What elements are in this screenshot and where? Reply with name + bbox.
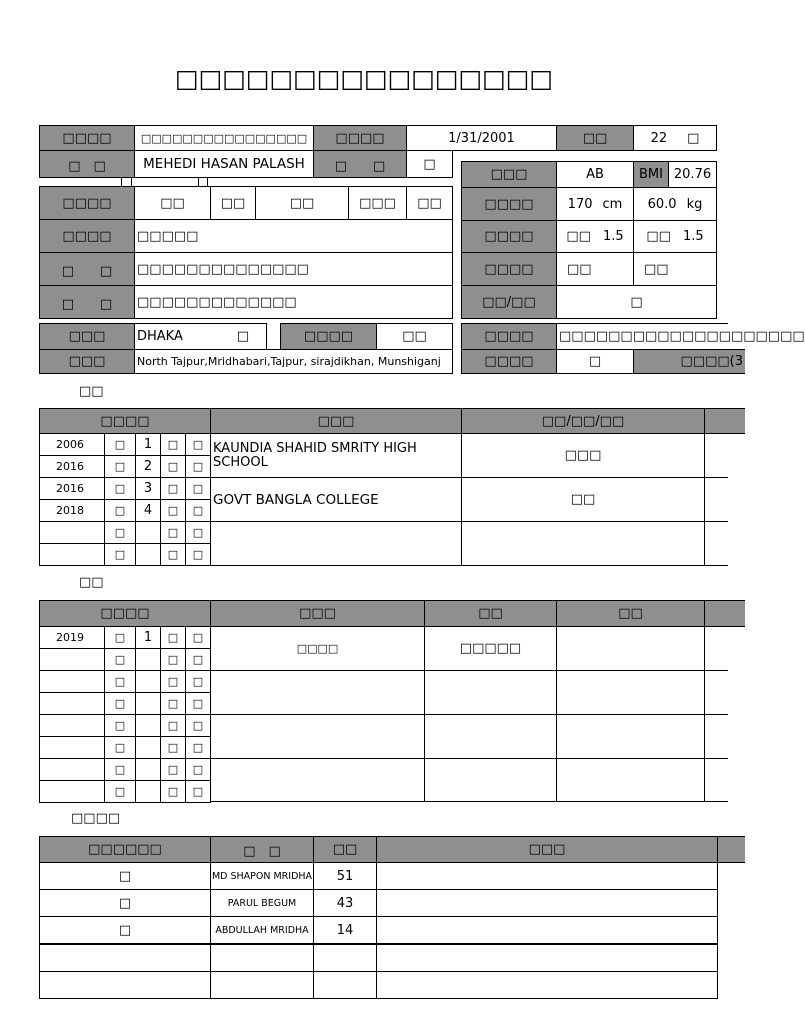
weight-unit: kg bbox=[686, 196, 703, 212]
address-value: North Tajpur,Mridhabari,Tajpur, sirajdikhan, Munshiganj bbox=[134, 349, 453, 374]
work-month-cell bbox=[135, 692, 161, 715]
vision-left-label: □□ bbox=[566, 229, 591, 244]
work-period-header: □□□□ bbox=[39, 600, 211, 627]
edu-y-cell: □ bbox=[104, 499, 136, 522]
work-year-cell bbox=[39, 692, 105, 715]
work-position-3 bbox=[424, 714, 557, 759]
city-suffix: □ bbox=[236, 329, 250, 344]
r8right-tail: □□□□(3 bbox=[633, 349, 745, 374]
height-label: □□□□ bbox=[461, 187, 557, 221]
work-note-header: □□ bbox=[556, 600, 705, 627]
work-m-cell: □ bbox=[160, 758, 186, 781]
family-age-cell: 43 bbox=[313, 889, 377, 917]
work-note-1 bbox=[556, 626, 705, 671]
edu-year-cell bbox=[39, 521, 105, 544]
work-month-cell: 1 bbox=[135, 626, 161, 649]
work-company-4 bbox=[210, 758, 425, 802]
family-relation-cell: □ bbox=[39, 889, 211, 917]
family-note-cell bbox=[376, 889, 718, 917]
family-name-cell bbox=[210, 971, 314, 999]
furigana-label: □□□□ bbox=[39, 125, 135, 151]
row3-b: □□ bbox=[210, 186, 256, 220]
edu-school-1: KAUNDIA SHAHID SMRITY HIGH SCHOOL bbox=[210, 433, 462, 478]
bmi-label: BMI bbox=[633, 161, 669, 188]
edu-year-cell: 2018 bbox=[39, 499, 105, 522]
edu-year-cell: 2006 bbox=[39, 433, 105, 456]
family-relation-header: □□□□□□ bbox=[39, 836, 211, 863]
work-note-3 bbox=[556, 714, 705, 759]
weight-cell bbox=[633, 187, 717, 221]
family-relation-cell bbox=[39, 944, 211, 972]
work-extra-header bbox=[704, 600, 745, 627]
family-relation-cell bbox=[39, 971, 211, 999]
work-company-header: □□□ bbox=[210, 600, 425, 627]
vision-right-cell bbox=[633, 220, 717, 253]
family-note-cell bbox=[376, 944, 718, 972]
edu-month-cell: 4 bbox=[135, 499, 161, 522]
edu-y-cell: □ bbox=[104, 477, 136, 500]
work-note-4 bbox=[556, 758, 705, 802]
family-name-header: □ □ bbox=[210, 836, 314, 863]
work-m-cell: □ bbox=[160, 648, 186, 671]
edu-y-cell: □ bbox=[104, 521, 136, 544]
edu-s-cell: □ bbox=[185, 499, 211, 522]
edu-status-header: □□/□□/□□ bbox=[461, 408, 705, 434]
work-s-cell: □ bbox=[185, 670, 211, 693]
family-age-cell: 14 bbox=[313, 916, 377, 944]
edu-m-cell: □ bbox=[160, 455, 186, 478]
edu-extra-cell bbox=[704, 433, 728, 478]
work-y-cell: □ bbox=[104, 736, 136, 759]
work-extra-cell bbox=[704, 670, 728, 715]
work-company-2 bbox=[210, 670, 425, 715]
r6right-value: □ bbox=[556, 285, 717, 319]
family-age-cell: 51 bbox=[313, 862, 377, 890]
work-y-cell: □ bbox=[104, 626, 136, 649]
height-cell bbox=[556, 187, 634, 221]
blood-value: AB bbox=[556, 161, 634, 188]
work-month-cell bbox=[135, 714, 161, 737]
family-note-cell bbox=[376, 862, 718, 890]
age-label: □□ bbox=[556, 125, 634, 151]
work-s-cell: □ bbox=[185, 692, 211, 715]
row3-label: □□□□ bbox=[39, 186, 135, 220]
row5-label: □ □ bbox=[39, 252, 135, 286]
age-cell bbox=[633, 125, 717, 151]
work-s-cell: □ bbox=[185, 648, 211, 671]
work-m-cell: □ bbox=[160, 736, 186, 759]
work-s-cell: □ bbox=[185, 758, 211, 781]
edu-status-2: □□ bbox=[461, 477, 705, 522]
work-year-cell bbox=[39, 648, 105, 671]
edu-y-cell: □ bbox=[104, 433, 136, 456]
birth-value: 1/31/2001 bbox=[406, 125, 557, 151]
r5right-label: □□□□ bbox=[461, 252, 557, 286]
work-s-cell: □ bbox=[185, 780, 211, 803]
work-note-2 bbox=[556, 670, 705, 715]
work-m-cell: □ bbox=[160, 626, 186, 649]
family-note-header: □□□ bbox=[376, 836, 718, 863]
city-label: □□□ bbox=[39, 323, 135, 350]
vision-left-cell bbox=[556, 220, 634, 253]
family-relation-cell: □ bbox=[39, 862, 211, 890]
r6right-label: □□/□□ bbox=[461, 285, 557, 319]
weight-value: 60.0 bbox=[647, 196, 677, 212]
work-month-cell bbox=[135, 670, 161, 693]
notch-mark bbox=[121, 178, 132, 186]
work-m-cell: □ bbox=[160, 714, 186, 737]
row6-value: □□□□□□□□□□□□□ bbox=[134, 285, 453, 319]
family-age-cell bbox=[313, 971, 377, 999]
work-company-3 bbox=[210, 714, 425, 759]
work-s-cell: □ bbox=[185, 714, 211, 737]
age-value: 22 bbox=[650, 130, 668, 146]
edu-s-cell: □ bbox=[185, 455, 211, 478]
work-s-cell: □ bbox=[185, 626, 211, 649]
family-name-cell: PARUL BEGUM bbox=[210, 889, 314, 917]
edu-year-cell: 2016 bbox=[39, 455, 105, 478]
edu-s-cell: □ bbox=[185, 521, 211, 544]
edu-status-1: □□□ bbox=[461, 433, 705, 478]
r7mid-label: □□□□ bbox=[280, 323, 377, 350]
edu-year-cell bbox=[39, 543, 105, 566]
vision-left-value: 1.5 bbox=[602, 229, 624, 244]
blood-label: □□□ bbox=[461, 161, 557, 188]
edu-period-header: □□□□ bbox=[39, 408, 211, 434]
family-section-label: □□□□ bbox=[71, 811, 121, 826]
work-y-cell: □ bbox=[104, 758, 136, 781]
work-y-cell: □ bbox=[104, 670, 136, 693]
edu-month-cell: 1 bbox=[135, 433, 161, 456]
birth-label: □□□□ bbox=[313, 125, 407, 151]
height-value: 170 bbox=[567, 196, 593, 212]
bmi-value: 20.76 bbox=[668, 161, 717, 188]
work-m-cell: □ bbox=[160, 780, 186, 803]
page-title: □□□□□□□□□□□□□□□□ bbox=[175, 64, 553, 93]
work-y-cell: □ bbox=[104, 780, 136, 803]
r7right-value: □□□□□□□□□□□□□□□□□□□□ bbox=[556, 323, 728, 350]
work-year-cell bbox=[39, 714, 105, 737]
age-unit: □ bbox=[687, 130, 700, 146]
edu-extra-cell bbox=[704, 477, 728, 522]
row6-label: □ □ bbox=[39, 285, 135, 319]
edu-school-3 bbox=[210, 521, 462, 566]
r8right-label: □□□□ bbox=[461, 349, 557, 374]
work-month-cell bbox=[135, 780, 161, 803]
r7mid-value: □□ bbox=[376, 323, 453, 350]
edu-year-cell: 2016 bbox=[39, 477, 105, 500]
family-extra-header bbox=[717, 836, 745, 863]
edu-school-2: GOVT BANGLA COLLEGE bbox=[210, 477, 462, 522]
row4-label: □□□□ bbox=[39, 219, 135, 253]
edu-month-cell bbox=[135, 521, 161, 544]
edu-month-cell bbox=[135, 543, 161, 566]
work-month-cell bbox=[135, 758, 161, 781]
gender-value: □ bbox=[406, 150, 453, 178]
edu-extra-cell bbox=[704, 521, 728, 566]
work-s-cell: □ bbox=[185, 736, 211, 759]
r5right-a: □□ bbox=[556, 252, 634, 286]
work-extra-cell bbox=[704, 626, 728, 671]
edu-m-cell: □ bbox=[160, 521, 186, 544]
work-company-1: □□□□ bbox=[210, 626, 425, 671]
edu-s-cell: □ bbox=[185, 543, 211, 566]
work-extra-cell bbox=[704, 714, 728, 759]
city-cell bbox=[134, 323, 267, 350]
work-y-cell: □ bbox=[104, 714, 136, 737]
work-year-cell bbox=[39, 780, 105, 803]
row4-value: □□□□□ bbox=[134, 219, 453, 253]
family-name-cell bbox=[210, 944, 314, 972]
edu-m-cell: □ bbox=[160, 543, 186, 566]
work-month-cell bbox=[135, 648, 161, 671]
address-label: □□□ bbox=[39, 349, 135, 374]
work-month-cell bbox=[135, 736, 161, 759]
vision-label: □□□□ bbox=[461, 220, 557, 253]
city-value: DHAKA bbox=[137, 329, 183, 344]
work-m-cell: □ bbox=[160, 692, 186, 715]
furigana-value: □□□□□□□□□□□□□□□□ bbox=[134, 125, 314, 151]
edu-m-cell: □ bbox=[160, 433, 186, 456]
family-age-cell bbox=[313, 944, 377, 972]
height-unit: cm bbox=[602, 196, 623, 212]
r7right-label: □□□□ bbox=[461, 323, 557, 350]
work-year-cell bbox=[39, 736, 105, 759]
vision-right-value: 1.5 bbox=[682, 229, 704, 244]
edu-y-cell: □ bbox=[104, 543, 136, 566]
row3-a: □□ bbox=[134, 186, 211, 220]
work-position-header: □□ bbox=[424, 600, 557, 627]
work-y-cell: □ bbox=[104, 648, 136, 671]
work-y-cell: □ bbox=[104, 692, 136, 715]
name-value: MEHEDI HASAN PALASH bbox=[134, 150, 314, 178]
family-age-header: □□ bbox=[313, 836, 377, 863]
edu-s-cell: □ bbox=[185, 433, 211, 456]
row3-c: □□ bbox=[255, 186, 349, 220]
r8right-value: □ bbox=[556, 349, 634, 374]
edu-month-cell: 3 bbox=[135, 477, 161, 500]
work-position-2 bbox=[424, 670, 557, 715]
vision-right-label: □□ bbox=[646, 229, 671, 244]
family-name-cell: ABDULLAH MRIDHA bbox=[210, 916, 314, 944]
edu-month-cell: 2 bbox=[135, 455, 161, 478]
row3-e: □□ bbox=[406, 186, 453, 220]
family-note-cell bbox=[376, 971, 718, 999]
family-relation-cell: □ bbox=[39, 916, 211, 944]
work-year-cell bbox=[39, 758, 105, 781]
education-section-label: □□ bbox=[79, 384, 104, 399]
notch-mark bbox=[198, 178, 208, 186]
gender-label: □ □ bbox=[313, 150, 407, 178]
family-note-cell bbox=[376, 916, 718, 944]
work-position-1: □□□□□ bbox=[424, 626, 557, 671]
work-position-4 bbox=[424, 758, 557, 802]
edu-m-cell: □ bbox=[160, 499, 186, 522]
work-year-cell bbox=[39, 670, 105, 693]
work-extra-cell bbox=[704, 758, 728, 802]
work-section-label: □□ bbox=[79, 575, 104, 590]
row3-d: □□□ bbox=[348, 186, 407, 220]
edu-status-3 bbox=[461, 521, 705, 566]
edu-s-cell: □ bbox=[185, 477, 211, 500]
edu-extra-header bbox=[704, 408, 745, 434]
family-name-cell: MD SHAPON MRIDHA bbox=[210, 862, 314, 890]
edu-y-cell: □ bbox=[104, 455, 136, 478]
r5right-b: □□ bbox=[633, 252, 717, 286]
edu-school-header: □□□ bbox=[210, 408, 462, 434]
name-label: □ □ bbox=[39, 150, 135, 178]
row5-value: □□□□□□□□□□□□□□ bbox=[134, 252, 453, 286]
edu-m-cell: □ bbox=[160, 477, 186, 500]
work-m-cell: □ bbox=[160, 670, 186, 693]
work-year-cell: 2019 bbox=[39, 626, 105, 649]
